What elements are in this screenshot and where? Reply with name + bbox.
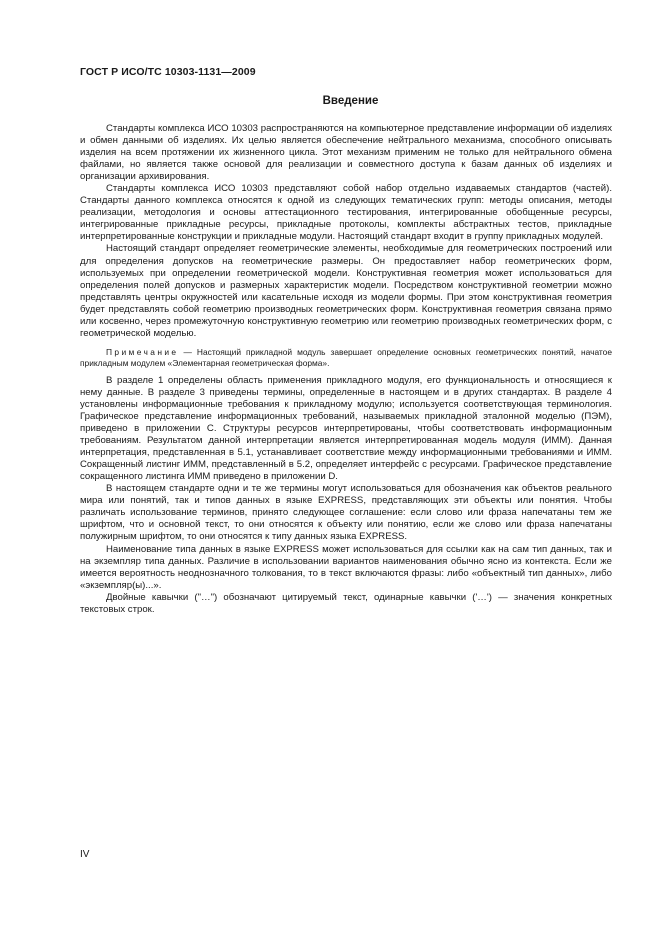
paragraph: Наименование типа данных в языке EXPRESS может использоваться для ссылки как на сам тип данных, так и на экземпляр типа данных. Различие в использовании вариантов наименования обычно ясно из контекста. Если же имеется вероятность неоднозначного толкования, то в текст включаются фразы: либо «объектный тип данных», либо «экземпляр(ы)...».: [80, 543, 612, 591]
section-title: Введение: [322, 95, 379, 107]
note-text: — Настоящий прикладной модуль завершает определение основных геометрических понятий, начатое прикладным модулем «Элементарная геометрическая форма».: [80, 346, 612, 368]
paragraph: Настоящий стандарт определяет геометрические элементы, необходимые для геометрических построений или для определения допусков на геометрические размеры. Он предоставляет набор геометрических форм, используемых при определении геометрической модели. Конструктивная геометрия может использоваться для определения полей допусков и размерных характеристик модели. Посредством конструктивной геометрии можно представлять центры окружностей или касательные исходя из модели формы. При этом конструктивная геометрия будет представлять собой геометрию производных геометрических форм. Конструктивная геометрия связана прямо или косвенно, через промежуточную конструктивную геометрию или геометрию производных геометрических форм, с геометрической моделью.: [80, 243, 612, 339]
paragraph: Двойные кавычки ("…") обозначают цитируемый текст, одинарные кавычки ('…') — значения конкретных текстовых строк.: [80, 591, 612, 615]
note: [80, 347, 612, 369]
paragraph: В разделе 1 определены область применения прикладного модуля, его функциональность и относящиеся к нему данные. В разделе 3 приведены термины, определенные в настоящем и в других стандартах. В разделе 4 установлены информационные требования к прикладному модулю; используется соответствующая терминология. Графическое представление информационных требований, называемых прикладной эталонной моделью (ПЭМ), приведено в приложении С. Структуры ресурсов интерпретированы, чтобы соответствовать информационным требованиям. Результатом данной интерпретации является интерпретированная модель модуля (ИММ). Данная интерпретация, представленная в 5.1, устанавливает соответствие между информационными требованиями и ИММ. Сокращенный листинг ИММ, представленный в 5.2, определяет интерфейс с ресурсами. Графическое представление сокращенного листинга ИММ приведено в приложении D.: [80, 374, 612, 483]
document-body: [80, 123, 612, 616]
paragraph: Стандарты комплекса ИСО 10303 представляют собой набор отдельно издаваемых стандартов (частей). Стандарты данного комплекса относятся к одной из следующих тематических групп: методы описания, методы реализации, методология и основы аттестационного тестирования, интегрированные обобщенные ресурсы, интегрированные прикладные ресурсы, прикладные протоколы, комплекты абстрактных тестов, прикладные интерпретированные конструкции и прикладные модули. Настоящий стандарт входит в группу прикладных модулей.: [80, 183, 612, 243]
note-label: Примечание: [106, 346, 179, 357]
page-number: IV: [80, 849, 90, 860]
page-header: ГОСТ Р ИСО/ТС 10303-1131—2009: [80, 66, 256, 78]
paragraph: Стандарты комплекса ИСО 10303 распространяются на компьютерное представление информации об изделиях и обмен данными об изделиях. Их целью является обеспечение нейтрального механизма, способного описывать изделия на всем протяжении их жизненного цикла. Этот механизм применим не только для нейтрального обмена файлами, но является также основой для реализации и совместного доступа к базам данных об изделиях и организации архивирования.: [80, 123, 612, 183]
paragraph: В настоящем стандарте одни и те же термины могут использоваться для обозначения как объектов реального мира или понятий, так и типов данных в языке EXPRESS, представляющих эти объекты или понятия. Чтобы различать использование терминов, принято следующее соглашение: если слово или фраза напечатаны тем же шрифтом, что и основной текст, то они относятся к объекту или понятию, если же слово или фраза напечатаны полужирным шрифтом, то они относятся к типу данных языка EXPRESS.: [80, 483, 612, 543]
